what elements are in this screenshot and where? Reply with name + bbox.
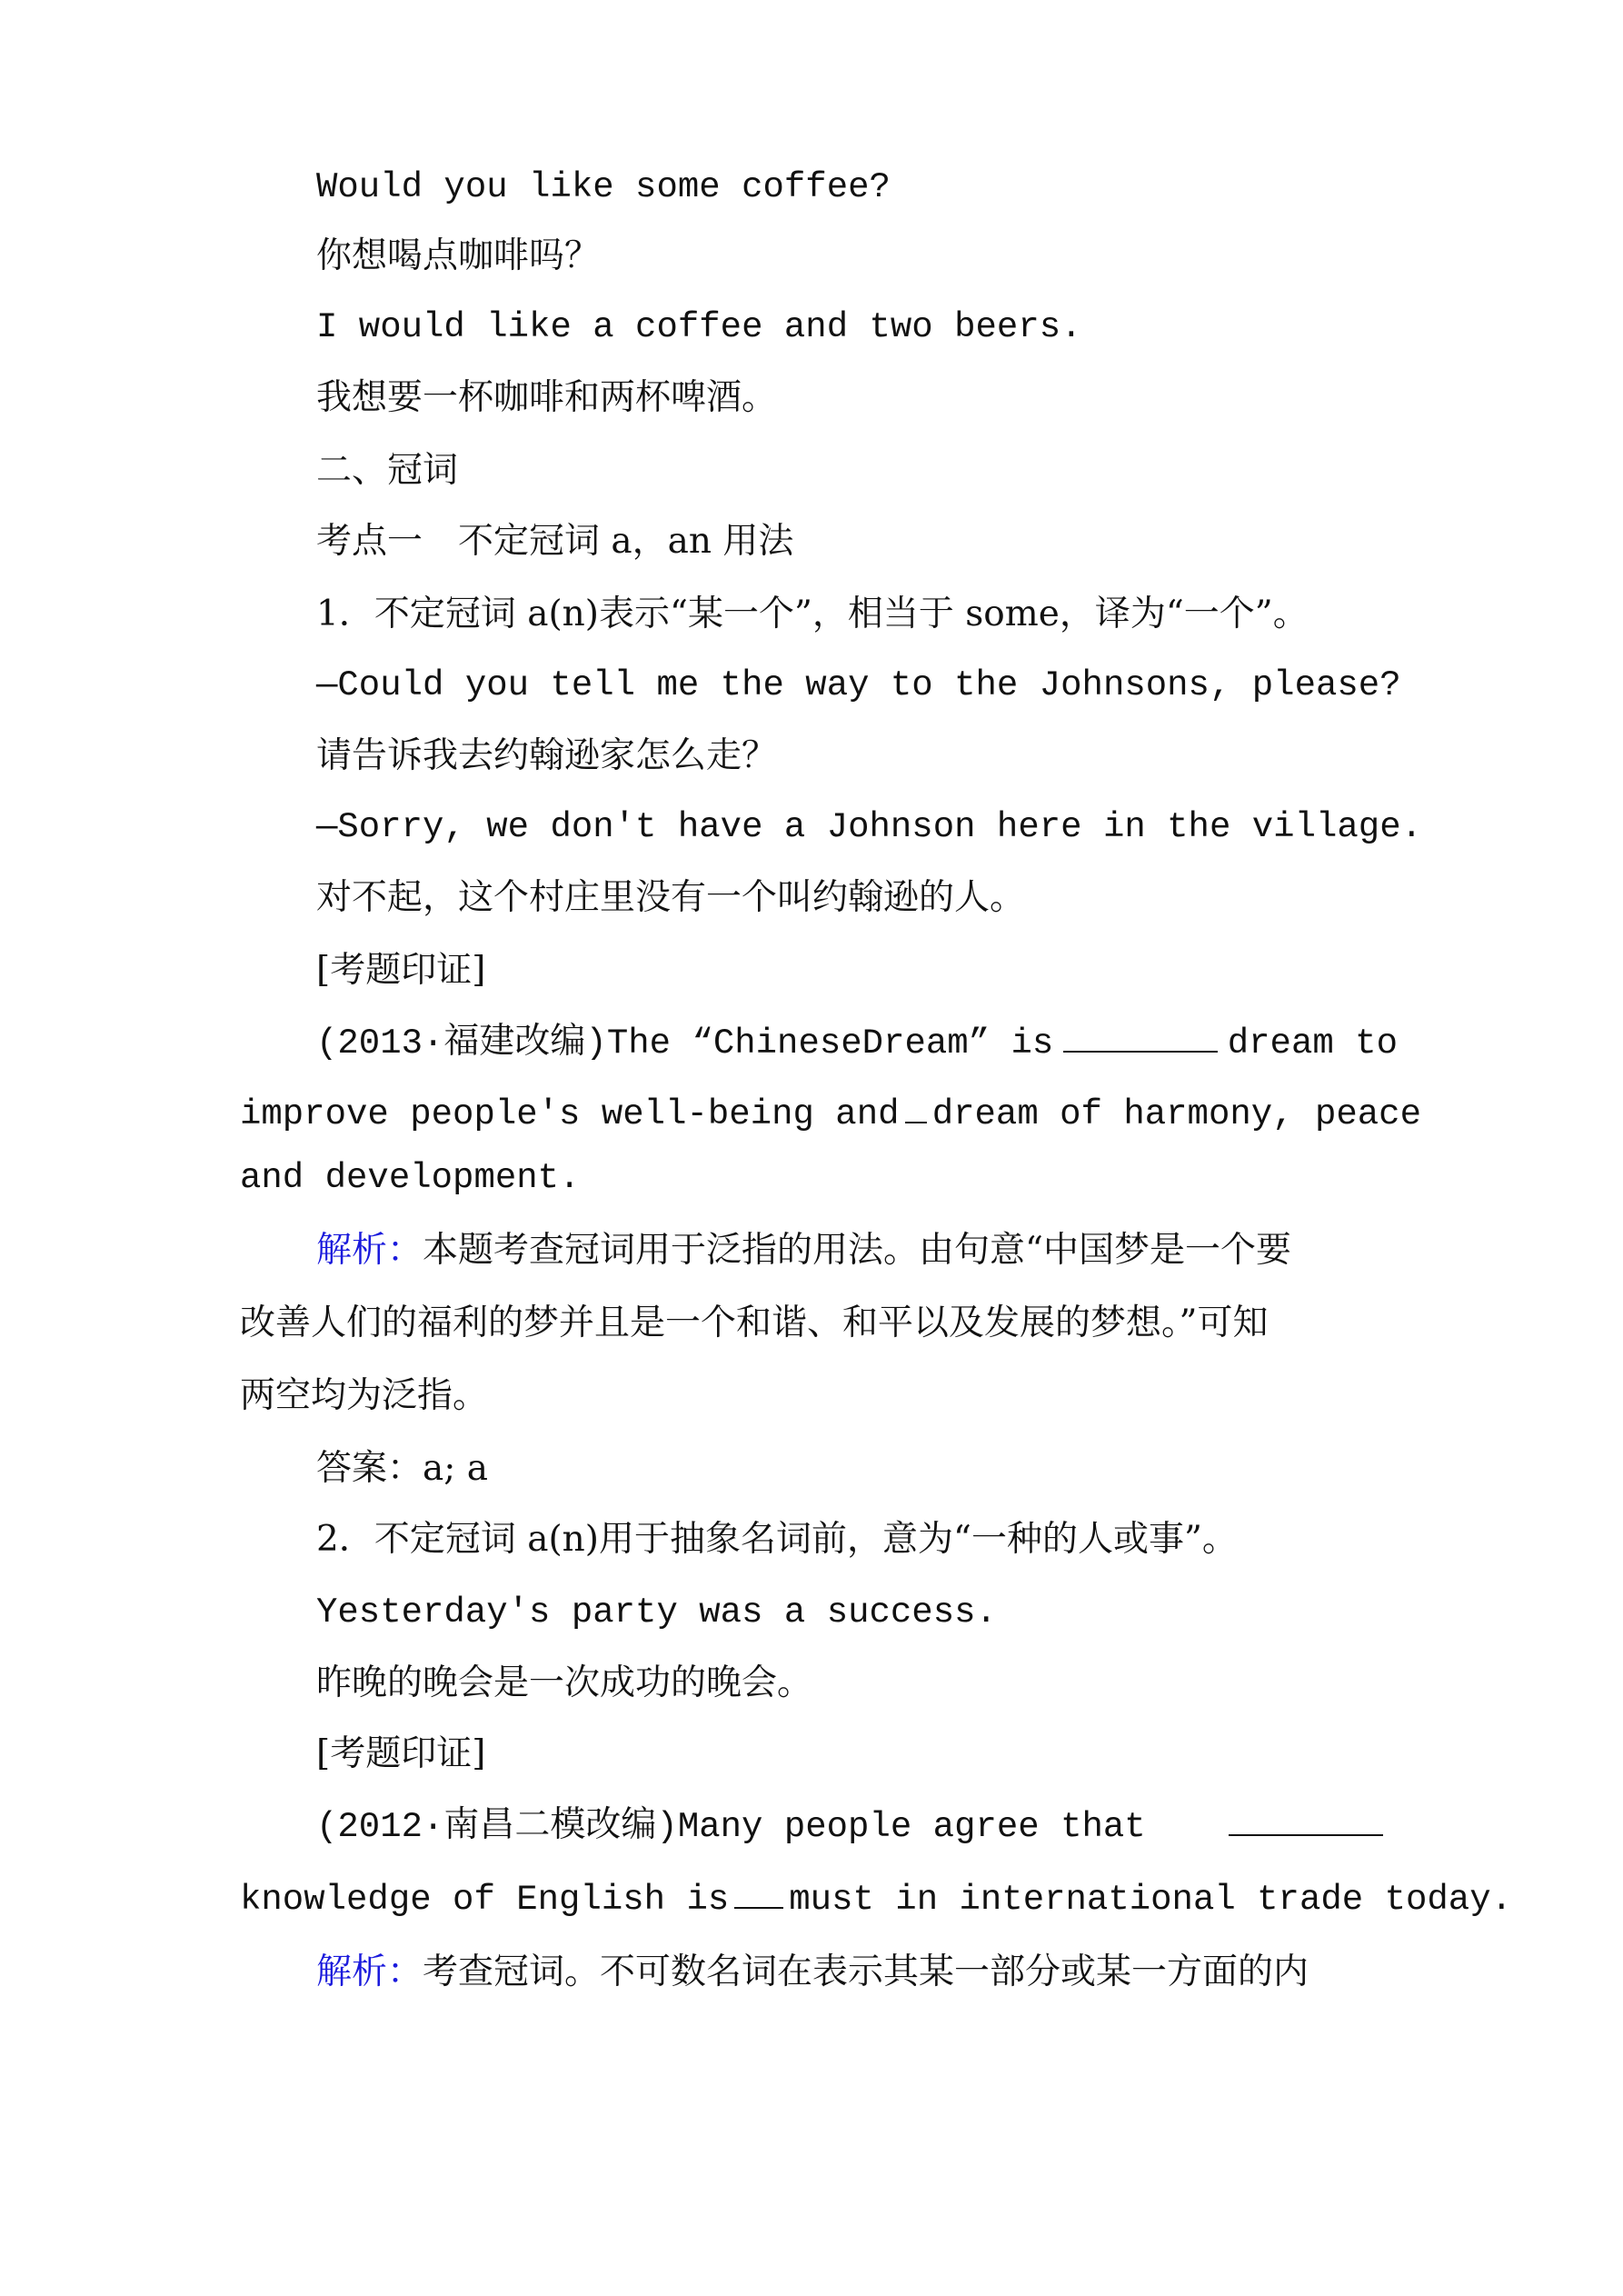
- answer-blank: [734, 1880, 783, 1909]
- question-text: (2013·福建改编)The “ChineseDream” is: [316, 1023, 1054, 1063]
- question-line: and development.: [240, 1158, 581, 1198]
- question-line: [316, 1016, 1398, 1071]
- text-line: 你想喝点咖啡吗？: [316, 235, 601, 276]
- exam-label: [考题印证]: [316, 1733, 486, 1774]
- question-line: [316, 1800, 1389, 1854]
- text-line: —Sorry, we don't have a Johnson here in the village.: [316, 807, 1422, 847]
- analysis-text: 本题考查冠词用于泛指的用法。由句意“中国梦是一个要: [423, 1230, 1291, 1271]
- question-line: [240, 1087, 1421, 1142]
- question-text: must in international trade today.: [789, 1880, 1512, 1920]
- analysis-line: 改善人们的福利的梦并且是一个和谐、和平以及发展的梦想。”可知: [240, 1303, 1269, 1343]
- text-line: —Could you tell me the way to the Johnsons, please?: [316, 665, 1401, 705]
- answer-blank: [905, 1094, 927, 1123]
- text-line: 2．不定冠词 a(n)用于抽象名词前，意为“一种的人或事”。: [316, 1519, 1238, 1560]
- text-line: Yesterday's party was a success.: [316, 1592, 997, 1632]
- question-text: improve people's well-being and: [240, 1094, 900, 1134]
- analysis-line: [316, 1945, 1309, 2000]
- analysis-label: 解析：: [316, 1952, 423, 1992]
- analysis-line: [316, 1223, 1291, 1278]
- analysis-label: 解析：: [316, 1230, 423, 1271]
- text-line: 对不起，这个村庄里没有一个叫约翰逊的人。: [316, 877, 1026, 918]
- text-line: Would you like some coffee?: [316, 167, 891, 207]
- text-line: 昨晚的晚会是一次成功的晚会。: [316, 1662, 813, 1703]
- answer-blank: [1063, 1023, 1218, 1053]
- text-line: 我想要一杯咖啡和两杯啤酒。: [316, 377, 778, 418]
- question-text: dream of harmony, peace: [931, 1094, 1421, 1134]
- answer-line: 答案：a; a: [316, 1448, 489, 1489]
- question-text: knowledge of English is: [240, 1880, 730, 1920]
- analysis-line: 两空均为泛指。: [240, 1375, 489, 1416]
- question-text: (2012·南昌二模改编)Many people agree that: [316, 1807, 1146, 1847]
- text-line: 请告诉我去约翰逊家怎么走？: [316, 735, 778, 776]
- text-line: 1．不定冠词 a(n)表示“某一个”，相当于 some，译为“一个”。: [316, 594, 1309, 634]
- text-line: I would like a coffee and two beers.: [316, 307, 1082, 347]
- subsection-heading: 考点一 不定冠词 a，an 用法: [316, 521, 794, 562]
- exam-label: [考题印证]: [316, 950, 486, 991]
- section-heading: 二、冠词: [316, 450, 459, 491]
- question-line: [240, 1872, 1512, 1927]
- answer-blank: [1229, 1807, 1383, 1836]
- question-text: dream to: [1227, 1023, 1398, 1063]
- analysis-text: 考查冠词。不可数名词在表示其某一部分或某一方面的内: [423, 1952, 1309, 1992]
